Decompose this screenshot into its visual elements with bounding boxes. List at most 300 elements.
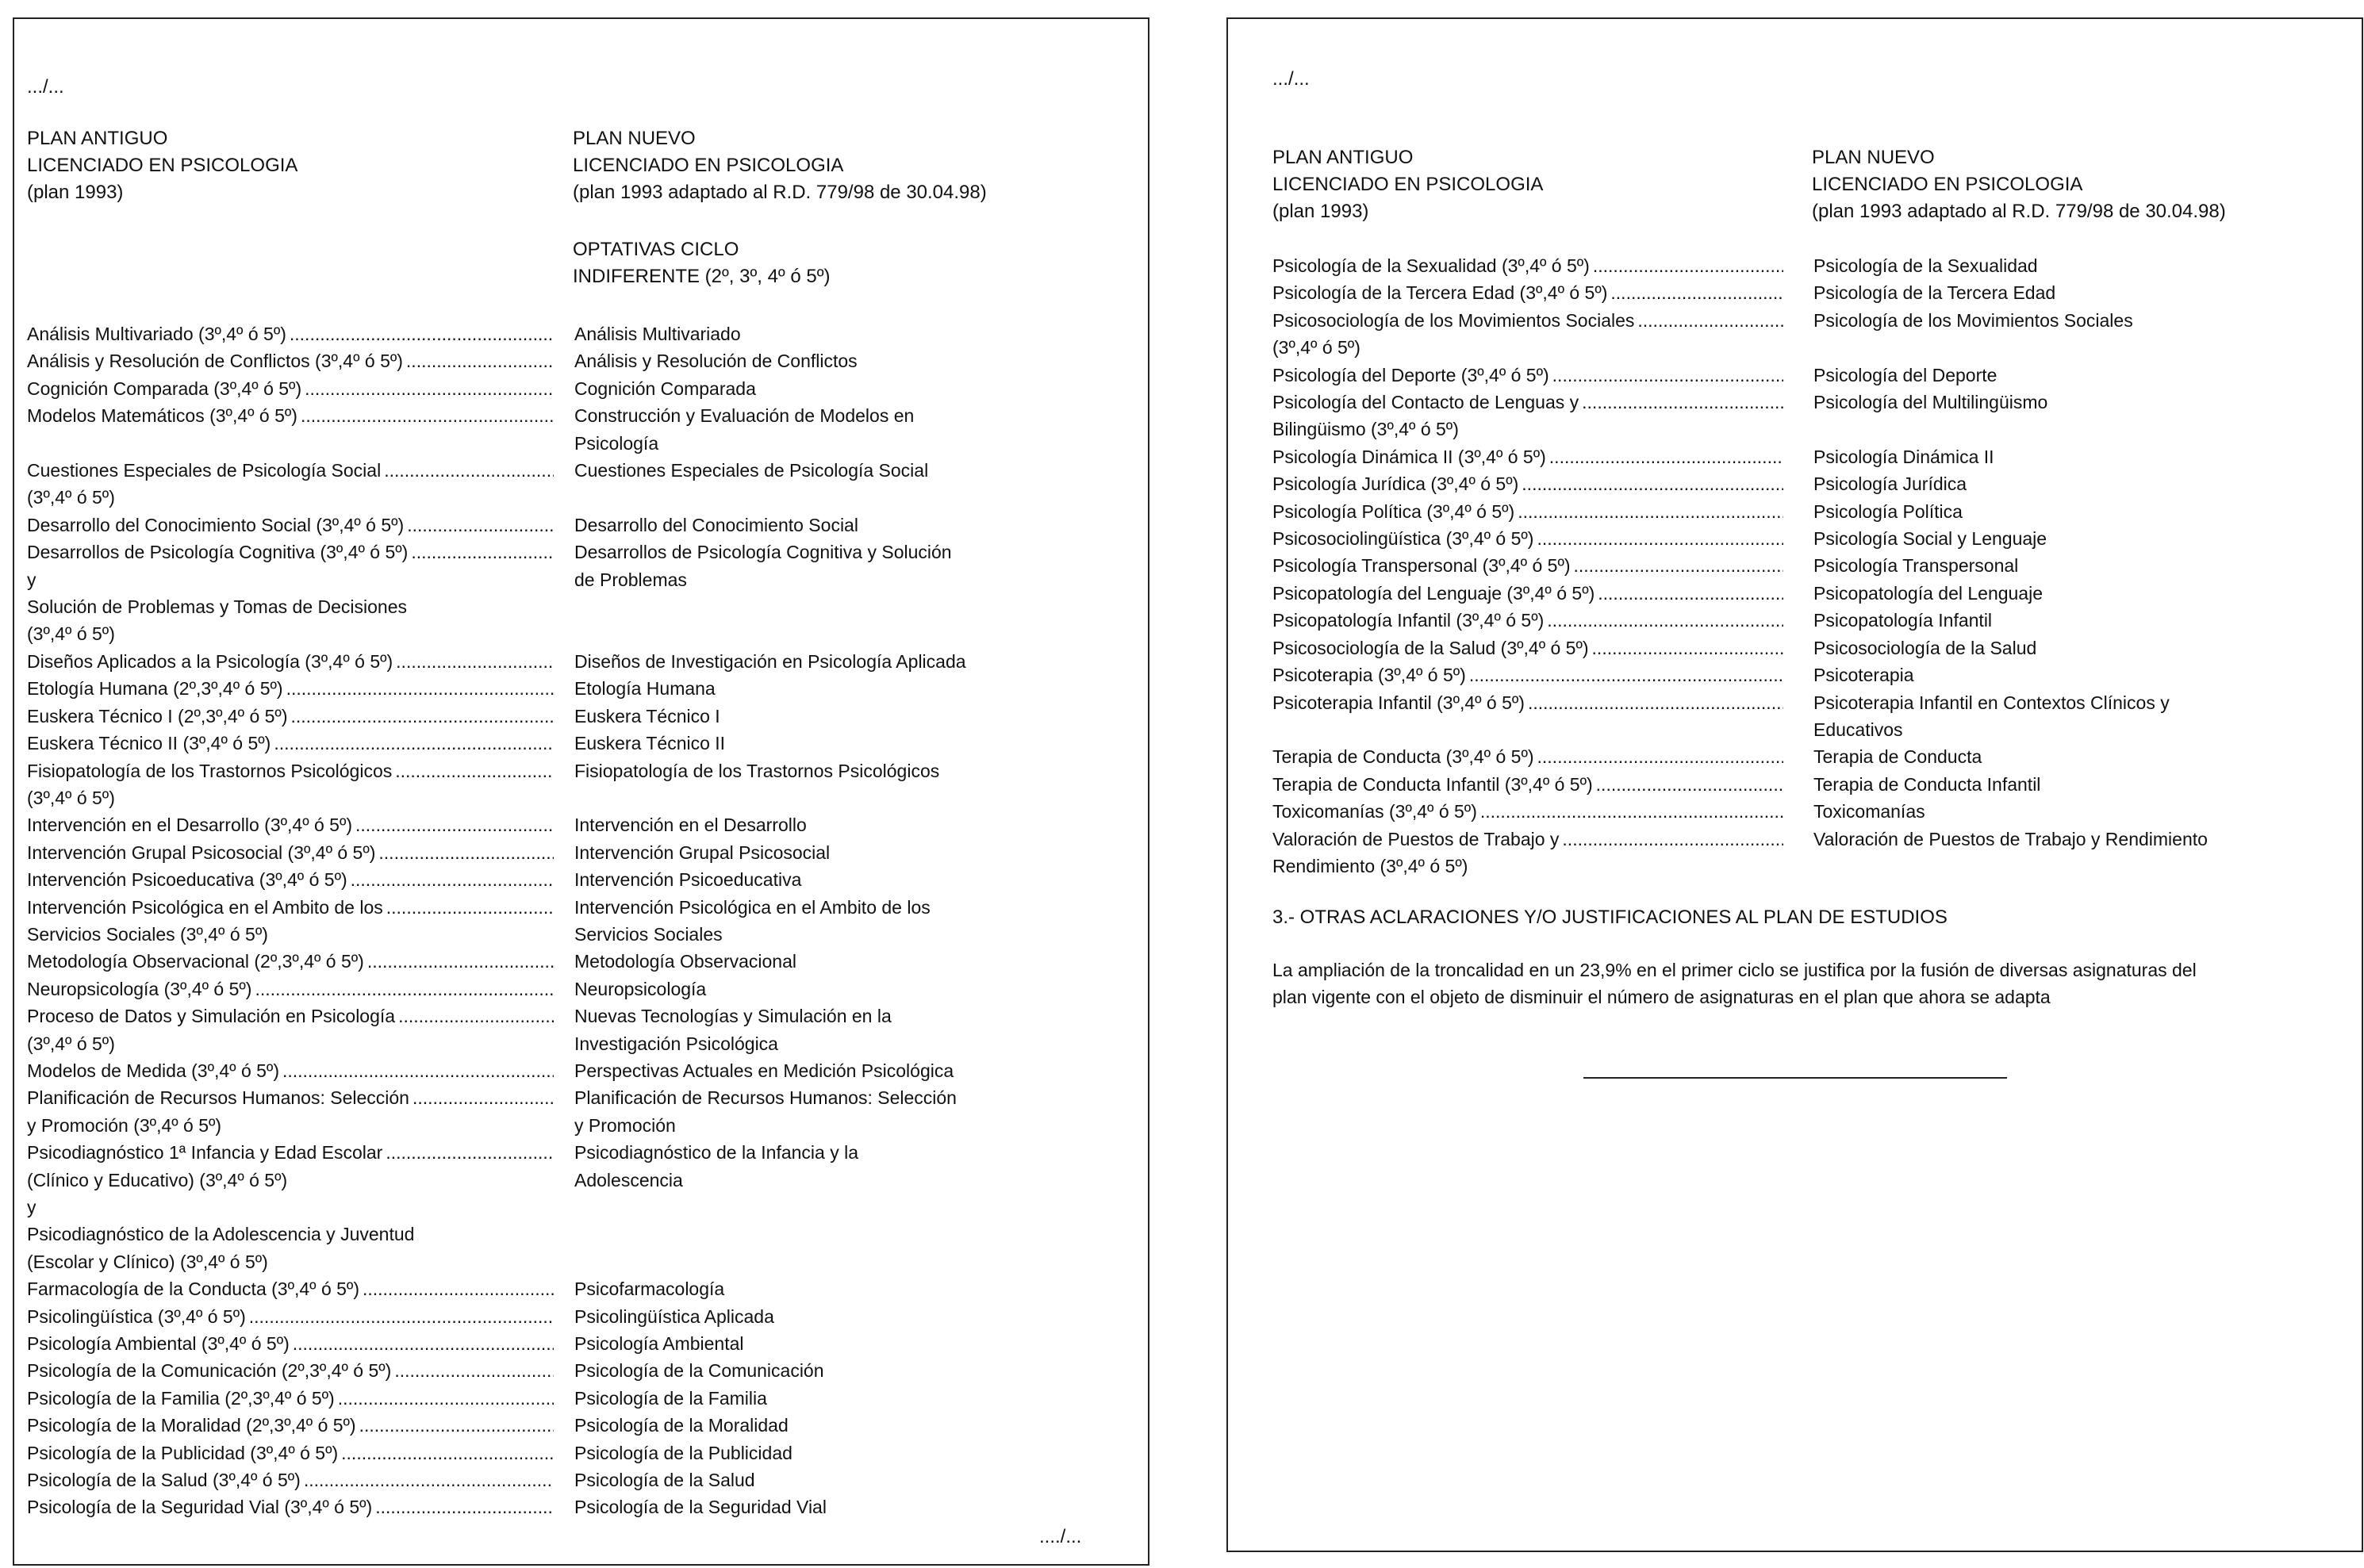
table-row — [27, 1466, 1066, 1493]
dot-leader — [1537, 525, 1783, 552]
old-subject-text: Psicología Dinámica II (3º,4º ó 5º) — [1272, 446, 1546, 467]
dot-leader — [417, 1221, 554, 1248]
old-subject — [1272, 661, 1783, 688]
dot-leader — [386, 1139, 554, 1166]
new-subject — [574, 894, 1066, 949]
old-subject-line — [1272, 743, 1783, 770]
plan-antiguo-line: (plan 1993) — [1272, 201, 1369, 222]
old-subject — [1272, 743, 1783, 770]
old-subject — [27, 1466, 554, 1493]
table-row — [1272, 307, 2305, 362]
old-subject-line — [1272, 498, 1783, 525]
new-subject — [1813, 580, 2305, 607]
old-subject-text: Euskera Técnico II (3º,4º ó 5º) — [27, 733, 271, 754]
new-subject-line: Psicología de la Seguridad Vial — [574, 1497, 827, 1518]
new-subject-line: Psicología Dinámica II — [1813, 446, 1994, 467]
old-subject — [1272, 798, 1783, 825]
old-subject — [27, 539, 554, 648]
new-subject-line: Psicología Social y Lenguaje — [1813, 528, 2047, 550]
paragraph-line: plan vigente con el objeto de disminuir el número de asignaturas en el plan que ahora se adapta — [1272, 987, 2051, 1007]
old-subject-line — [27, 1139, 554, 1166]
new-subject-line: Diseños de Investigación en Psicología Aplicada — [574, 650, 966, 672]
new-subject-line: Psicofarmacología — [574, 1279, 725, 1300]
old-subject-text: Toxicomanías (3º,4º ó 5º) — [1272, 801, 1477, 822]
old-subject-line — [1272, 334, 1783, 361]
old-subject-line — [27, 948, 554, 975]
old-subject — [27, 811, 554, 838]
dot-leader — [1562, 826, 1783, 853]
dot-leader — [375, 1493, 554, 1520]
table-row — [1272, 443, 2305, 470]
dot-leader — [225, 1112, 554, 1139]
new-subject — [1813, 443, 2305, 470]
new-subject — [574, 976, 1066, 1003]
old-subject-text: Valoración de Puestos de Trabajo y — [1272, 828, 1560, 849]
old-subject-text: Diseños Aplicados a la Psicología (3º,4º ó 5º) — [27, 650, 393, 672]
old-subject-line — [27, 593, 554, 620]
optativas-line: OPTATIVAS CICLO — [573, 239, 739, 260]
plan-antiguo-header — [1272, 144, 1543, 225]
plan-antiguo-header — [27, 125, 297, 206]
old-subject — [27, 675, 554, 702]
old-subject — [27, 402, 554, 457]
table-row — [27, 320, 1066, 347]
old-subject-text: Farmacología de la Conducta (3º,4º ó 5º) — [27, 1279, 359, 1300]
table-row — [27, 811, 1066, 838]
new-subject — [1813, 389, 2305, 443]
old-subject-text: y Promoción (3º,4º ó 5º) — [27, 1114, 222, 1136]
old-subject-text: Psicología de la Familia (2º,3º,4º ó 5º) — [27, 1387, 335, 1409]
new-subject-line: Psicología de la Comunicación — [574, 1360, 824, 1382]
new-subject — [1813, 607, 2305, 634]
new-subject-line: Psicodiagnóstico de la Infancia y la — [574, 1142, 858, 1164]
new-subject — [1813, 279, 2305, 306]
dot-leader — [1549, 443, 1783, 470]
table-row — [1272, 634, 2305, 661]
dot-leader — [378, 839, 554, 866]
old-subject-line — [1272, 661, 1783, 688]
old-subject-line — [27, 1303, 554, 1330]
old-subject-text: Cuestiones Especiales de Psicología Social — [27, 460, 382, 481]
old-subject-line — [27, 921, 554, 948]
plan-nuevo-line: LICENCIADO EN PSICOLOGIA — [1812, 174, 2083, 195]
old-subject-line — [1272, 307, 1783, 334]
new-subject — [574, 1057, 1066, 1084]
new-subject-line: y Promoción — [574, 1114, 676, 1136]
table-row — [27, 1493, 1066, 1520]
dot-leader — [1637, 307, 1783, 334]
old-subject-line — [1272, 771, 1783, 798]
old-subject-line — [27, 1221, 554, 1248]
new-subject — [1813, 470, 2305, 497]
dot-leader — [1462, 416, 1783, 443]
dot-leader — [395, 757, 554, 784]
table-row — [1272, 607, 2305, 634]
table-row — [27, 1057, 1066, 1084]
table-row — [1272, 661, 2305, 688]
dot-leader — [304, 1466, 554, 1493]
old-subject — [27, 894, 554, 949]
new-subject-line: Etología Humana — [574, 678, 716, 700]
table-row — [1272, 470, 2305, 497]
old-subject — [27, 457, 554, 512]
dot-leader — [1537, 743, 1783, 770]
old-subject — [27, 1003, 554, 1057]
new-subject-line: Psicopatología del Lenguaje — [1813, 582, 2044, 604]
old-subject-text: Psicología de la Sexualidad (3º,4º ó 5º) — [1272, 255, 1590, 276]
old-subject — [27, 320, 554, 347]
old-subject — [27, 1057, 554, 1084]
table-row — [27, 1357, 1066, 1384]
old-subject-text: Psicología Política (3º,4º ó 5º) — [1272, 500, 1515, 522]
old-subject-text: Desarrollo del Conocimiento Social (3º,4º ó 5º) — [27, 514, 405, 535]
new-subject — [1813, 552, 2305, 579]
old-subject — [1272, 552, 1783, 579]
table-row — [1272, 525, 2305, 552]
old-subject — [1272, 279, 1783, 306]
old-subject-text: Psicosociología de la Salud (3º,4º ó 5º) — [1272, 637, 1589, 658]
old-subject-text: Desarrollos de Psicología Cognitiva (3º,4º ó 5º) — [27, 542, 409, 563]
old-subject-line — [27, 866, 554, 893]
old-subject-text: y — [27, 569, 36, 590]
new-subject-line: Intervención en el Desarrollo — [574, 815, 807, 836]
new-subject-line: Perspectivas Actuales en Medición Psicológica — [574, 1060, 954, 1081]
new-subject — [1813, 826, 2305, 880]
table-row — [27, 1275, 1066, 1302]
table-row — [27, 375, 1066, 402]
old-subject-text: Intervención Psicológica en el Ambito de los — [27, 896, 383, 918]
old-subject — [27, 1139, 554, 1275]
old-subject-line — [1272, 634, 1783, 661]
old-subject-line — [1272, 798, 1783, 825]
table-row — [1272, 580, 2305, 607]
old-subject-text: Servicios Sociales (3º,4º ó 5º) — [27, 923, 268, 945]
dot-leader — [1592, 634, 1783, 661]
new-subject-line: Psicología Transpersonal — [1813, 555, 2019, 577]
old-subject-line — [27, 1412, 554, 1439]
table-row — [1272, 798, 2305, 825]
new-subject — [1813, 634, 2305, 661]
new-subject — [574, 648, 1066, 675]
old-subject-line — [1272, 279, 1783, 306]
old-subject-text: Análisis y Resolución de Conflictos (3º,4º ó 5º) — [27, 351, 403, 372]
plan-antiguo-line: PLAN ANTIGUO — [27, 128, 168, 149]
old-subject-text: Bilingüismo (3º,4º ó 5º) — [1272, 419, 1459, 440]
continuation-marker-top: .../... — [1272, 68, 1310, 90]
new-subject — [1813, 252, 2305, 279]
dot-leader — [40, 566, 555, 593]
new-subject-line: Psicología Política — [1813, 500, 1963, 522]
new-subject-line: Psicología de la Publicidad — [574, 1442, 792, 1463]
dot-leader — [384, 457, 554, 484]
old-subject-text: Planificación de Recursos Humanos: Selección — [27, 1087, 409, 1109]
dot-leader — [291, 703, 555, 730]
new-subject-line: Análisis Multivariado — [574, 324, 741, 344]
old-subject-line — [1272, 252, 1783, 279]
plan-nuevo-line: (plan 1993 adaptado al R.D. 779/98 de 30.04.98) — [1812, 201, 2226, 222]
old-subject-line — [1272, 525, 1783, 552]
new-subject-line: Metodología Observacional — [574, 951, 796, 972]
table-row — [27, 1440, 1066, 1466]
dot-leader — [255, 976, 554, 1003]
old-subject-text: Fisiopatología de los Trastornos Psicológicos — [27, 760, 393, 781]
old-subject-text: Neuropsicología (3º,4º ó 5º) — [27, 978, 252, 999]
new-subject-line: Fisiopatología de los Trastornos Psicológicos — [574, 760, 940, 781]
old-subject — [1272, 252, 1783, 279]
dot-leader — [1596, 771, 1783, 798]
dot-leader — [118, 1030, 554, 1057]
new-subject-line: Psicología de la Sexualidad — [1813, 255, 2038, 276]
table-row — [27, 539, 1066, 648]
new-subject — [574, 1275, 1066, 1302]
old-subject-text: Psicosociolingüística (3º,4º ó 5º) — [1272, 528, 1534, 550]
table-row — [1272, 552, 2305, 579]
new-subject — [1813, 798, 2305, 825]
new-subject-line: Psicopatología Infantil — [1813, 610, 1993, 631]
dot-leader — [1364, 334, 1783, 361]
new-subject — [574, 1357, 1066, 1384]
old-subject — [27, 512, 554, 539]
new-subject-line: Desarrollos de Psicología Cognitiva y Solución — [574, 542, 952, 563]
old-subject-line — [27, 757, 554, 784]
dot-leader — [410, 593, 554, 620]
new-subject-line: Psicología de los Movimientos Sociales — [1813, 309, 2133, 331]
old-subject-text: Terapia de Conducta (3º,4º ó 5º) — [1272, 746, 1534, 768]
old-subject — [1272, 607, 1783, 634]
left-document-page — [13, 17, 1149, 1566]
table-row — [27, 730, 1066, 757]
table-row — [27, 648, 1066, 675]
dot-leader — [271, 1248, 554, 1275]
justification-paragraph — [1272, 957, 2197, 1010]
dot-leader — [1582, 389, 1783, 416]
old-subject-line — [27, 402, 554, 429]
old-subject — [27, 1385, 554, 1412]
new-subject — [574, 457, 1066, 512]
old-subject-text: Psicología de la Publicidad (3º,4º ó 5º) — [27, 1442, 339, 1463]
new-subject-line: Psicología de la Moralidad — [574, 1415, 789, 1436]
dot-leader — [1574, 552, 1783, 579]
old-subject — [27, 948, 554, 975]
dot-leader — [396, 648, 554, 675]
old-subject-text: Psicodiagnóstico de la Adolescencia y Juventud — [27, 1224, 415, 1245]
old-subject-line — [27, 1330, 554, 1357]
dot-leader — [1518, 498, 1783, 525]
new-subject — [574, 866, 1066, 893]
old-subject-line — [27, 320, 554, 347]
table-row — [27, 757, 1066, 812]
dot-leader — [1480, 798, 1783, 825]
plan-nuevo-header — [1812, 144, 2226, 225]
new-subject-line: Psicología del Deporte — [1813, 364, 1998, 385]
table-row — [27, 1003, 1066, 1057]
old-subject-line — [27, 484, 554, 511]
new-subject-line: Intervención Psicológica en el Ambito de los — [574, 896, 931, 918]
new-subject — [574, 1303, 1066, 1330]
old-subject-line — [27, 566, 554, 593]
old-subject — [27, 347, 554, 374]
dot-leader — [271, 921, 554, 948]
old-subject-line — [1272, 362, 1783, 389]
dot-leader — [1471, 853, 1783, 880]
dot-leader — [118, 484, 554, 511]
dot-leader — [394, 1357, 554, 1384]
new-subject — [574, 811, 1066, 838]
old-subject-line — [27, 1194, 554, 1221]
new-subject — [1813, 743, 2305, 770]
old-subject-line — [27, 1357, 554, 1384]
dot-leader — [282, 1057, 554, 1084]
dot-leader — [359, 1412, 554, 1439]
new-subject — [1813, 307, 2305, 362]
old-subject-line — [27, 1057, 554, 1084]
new-subject-line: Terapia de Conducta Infantil — [1813, 773, 2041, 795]
new-subject — [574, 402, 1066, 457]
dot-leader — [1528, 689, 1783, 716]
dot-leader — [301, 402, 554, 429]
old-subject — [1272, 634, 1783, 661]
new-subject — [574, 347, 1066, 374]
old-subject-line — [27, 839, 554, 866]
table-row — [1272, 498, 2305, 525]
old-subject-line — [27, 512, 554, 539]
dot-leader — [341, 1440, 554, 1466]
new-subject-line: Toxicomanías — [1813, 801, 1925, 822]
dot-leader — [398, 1003, 554, 1029]
table-row — [27, 839, 1066, 866]
new-subject — [574, 839, 1066, 866]
old-subject-line — [1272, 853, 1783, 880]
old-subject-text: (3º,4º ó 5º) — [27, 787, 115, 808]
new-subject-line: Análisis y Resolución de Conflictos — [574, 351, 858, 372]
old-subject — [27, 703, 554, 730]
old-subject — [1272, 689, 1783, 744]
new-subject — [1813, 689, 2305, 744]
new-subject-line: Psicología de la Familia — [574, 1387, 767, 1409]
old-subject-text: Psicología de la Moralidad (2º,3º,4º ó 5º) — [27, 1415, 356, 1436]
dot-leader — [290, 320, 554, 347]
dot-leader — [407, 512, 554, 539]
table-row — [1272, 279, 2305, 306]
old-subject-text: Cognición Comparada (3º,4º ó 5º) — [27, 378, 302, 399]
continuation-marker-top: .../... — [27, 76, 64, 98]
old-subject-text: Psicolingüística (3º,4º ó 5º) — [27, 1305, 246, 1327]
plan-nuevo-line: LICENCIADO EN PSICOLOGIA — [573, 155, 844, 176]
new-subject — [574, 948, 1066, 975]
new-subject-line: Intervención Psicoeducativa — [574, 869, 802, 891]
new-subject-line: Cognición Comparada — [574, 378, 756, 399]
dot-leader — [274, 730, 554, 757]
section-heading: 3.- OTRAS ACLARACIONES Y/O JUSTIFICACIONES AL PLAN DE ESTUDIOS — [1272, 907, 1948, 928]
old-subject — [1272, 470, 1783, 497]
plan-nuevo-line: PLAN NUEVO — [573, 128, 696, 149]
new-subject — [574, 539, 1066, 648]
old-subject-text: y — [27, 1197, 36, 1217]
new-subject-line: Cuestiones Especiales de Psicología Social — [574, 460, 929, 481]
dot-leader — [286, 675, 554, 702]
dot-leader — [1522, 470, 1783, 497]
new-subject-line: Psicología de la Tercera Edad — [1813, 282, 2056, 304]
old-subject-text: Proceso de Datos y Simulación en Psicología — [27, 1006, 396, 1027]
plan-antiguo-line: LICENCIADO EN PSICOLOGIA — [27, 155, 298, 176]
plan-nuevo-line: PLAN NUEVO — [1812, 147, 1935, 168]
old-subject — [27, 730, 554, 757]
new-subject-line: Nuevas Tecnologías y Simulación en la — [574, 1006, 892, 1027]
old-subject — [27, 866, 554, 893]
old-subject-line — [27, 375, 554, 402]
old-subject-line — [1272, 580, 1783, 607]
dot-leader — [1610, 279, 1783, 306]
old-subject-text: Intervención en el Desarrollo (3º,4º ó 5º) — [27, 815, 353, 836]
new-subject-line: Psicoterapia — [1813, 665, 1914, 686]
table-row — [27, 675, 1066, 702]
plan-antiguo-line: LICENCIADO EN PSICOLOGIA — [1272, 174, 1544, 195]
dot-leader — [1552, 362, 1783, 389]
old-subject — [1272, 307, 1783, 362]
old-subject-line — [27, 1440, 554, 1466]
old-subject-text: Modelos Matemáticos (3º,4º ó 5º) — [27, 405, 297, 427]
old-subject-line — [27, 1385, 554, 1412]
old-subject-text: (3º,4º ó 5º) — [27, 1033, 115, 1054]
table-row — [1272, 689, 2305, 744]
old-subject — [27, 839, 554, 866]
dot-leader — [305, 375, 554, 402]
dot-leader — [363, 1275, 554, 1302]
old-subject-line — [27, 784, 554, 811]
new-subject-line: Euskera Técnico II — [574, 733, 726, 754]
old-subject-line — [27, 347, 554, 374]
old-subject-line — [27, 1493, 554, 1520]
old-subject-line — [27, 1084, 554, 1111]
old-subject-line — [1272, 389, 1783, 416]
new-subject-line: Neuropsicología — [574, 978, 707, 999]
table-row — [27, 347, 1066, 374]
plan-nuevo-line: (plan 1993 adaptado al R.D. 779/98 de 30.04.98) — [573, 182, 987, 203]
new-subject-line: Educativos — [1813, 719, 1903, 740]
old-subject-line — [27, 976, 554, 1003]
old-subject-line — [1272, 689, 1783, 716]
table-row — [1272, 771, 2305, 798]
dot-leader — [386, 894, 554, 921]
dot-leader — [1593, 252, 1783, 279]
old-subject-line — [27, 1466, 554, 1493]
old-subject — [27, 375, 554, 402]
old-subject-line — [27, 648, 554, 675]
old-subject-line — [27, 675, 554, 702]
table-row — [27, 894, 1066, 949]
equivalence-table — [27, 320, 1066, 1521]
new-subject-line: Psicología de la Salud — [574, 1470, 755, 1491]
old-subject-text: Psicología de la Seguridad Vial (3º,4º ó 5º) — [27, 1497, 373, 1518]
old-subject-text: Psicología Ambiental (3º,4º ó 5º) — [27, 1333, 290, 1355]
table-row — [27, 948, 1066, 975]
old-subject-line — [1272, 826, 1783, 853]
old-subject — [27, 1493, 554, 1520]
dot-leader — [1469, 661, 1783, 688]
new-subject-line: Psicología Jurídica — [1813, 473, 1967, 495]
new-subject — [574, 1412, 1066, 1439]
old-subject-text: (3º,4º ó 5º) — [27, 623, 115, 645]
table-row — [27, 1385, 1066, 1412]
old-subject-text: Psicopatología del Lenguaje (3º,4º ó 5º) — [1272, 582, 1595, 604]
old-subject-text: Psicología del Deporte (3º,4º ó 5º) — [1272, 364, 1549, 385]
new-subject-line: Servicios Sociales — [574, 923, 723, 945]
new-subject-line: Desarrollo del Conocimiento Social — [574, 514, 858, 535]
right-document-page — [1226, 17, 2363, 1552]
new-subject-line: Investigación Psicológica — [574, 1033, 778, 1054]
old-subject-line — [27, 1167, 554, 1194]
new-subject-line: Psicología Ambiental — [574, 1333, 744, 1355]
